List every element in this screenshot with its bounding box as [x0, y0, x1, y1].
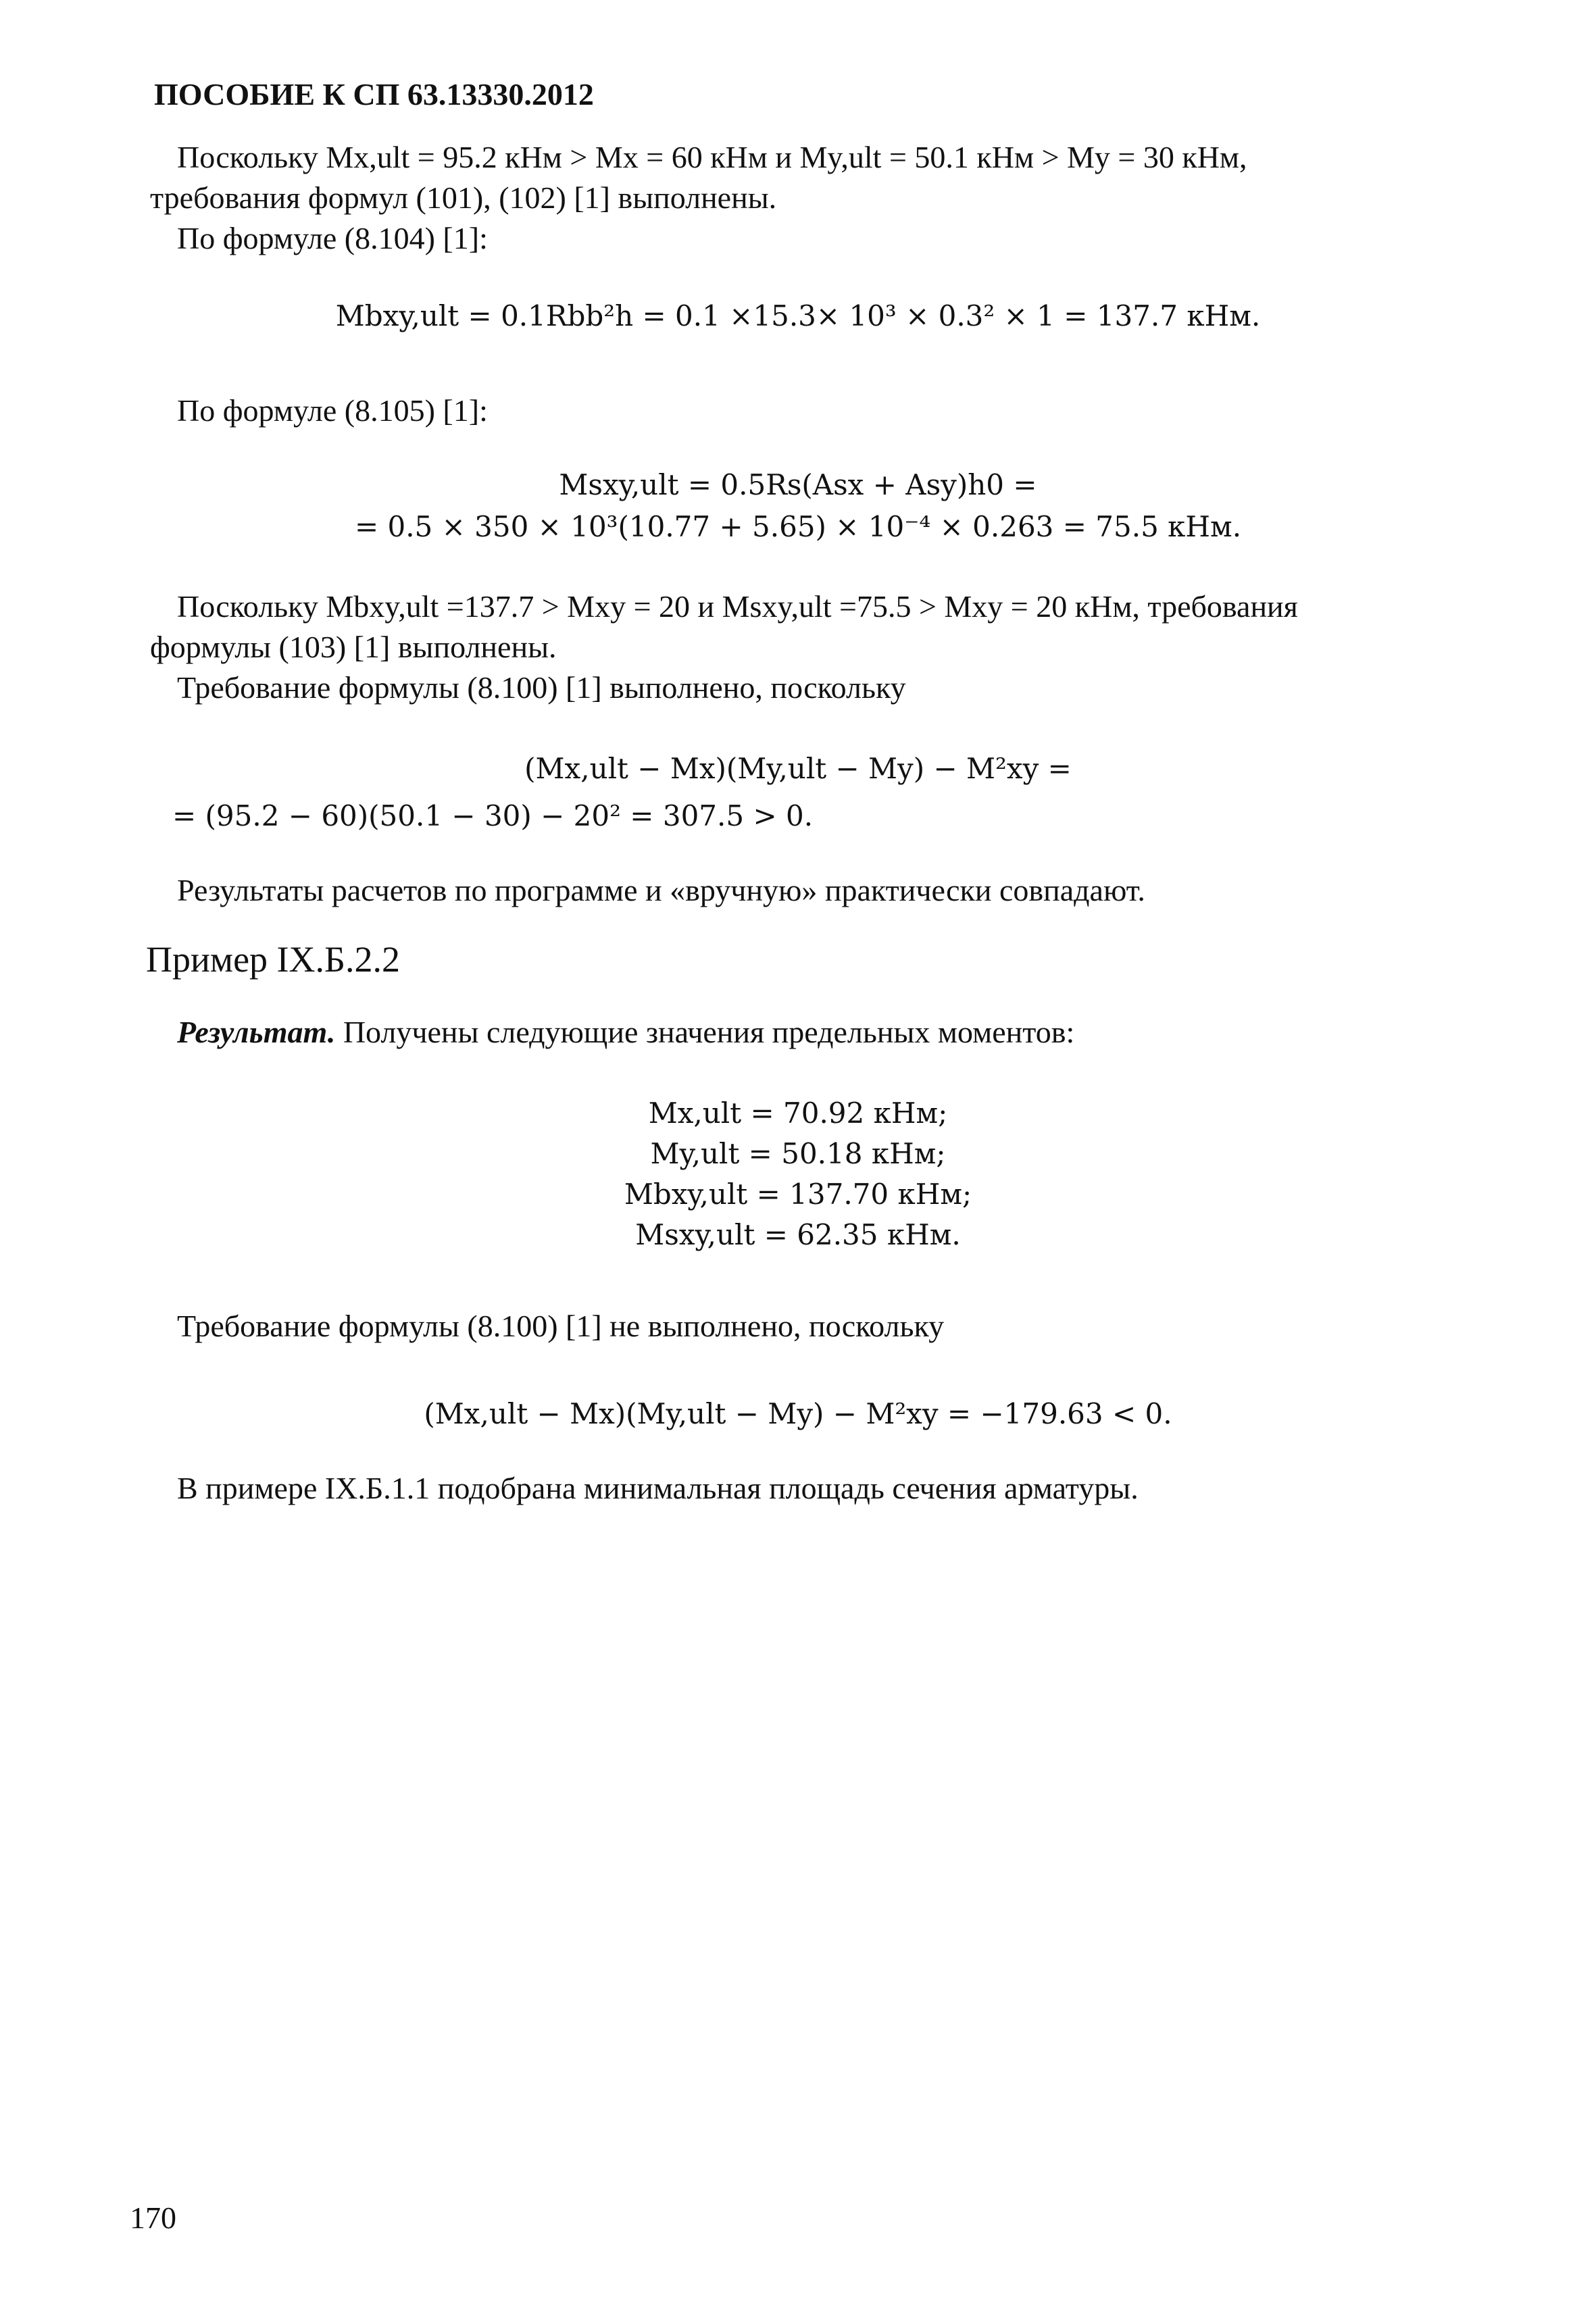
result-text: Получены следующие значения предельных моментов: [335, 1015, 1075, 1049]
formula-check: (Mx,ult − Mx)(My,ult − My) − M²xy = −179.63 < 0. [424, 1397, 1172, 1430]
moment-line: My,ult = 50.18 кНм; [650, 1137, 946, 1170]
paragraph-4-line-2: формулы (103) [1] выполнены. [150, 630, 557, 664]
paragraph-8: В примере IX.Б.1.1 подобрана минимальная площадь сечения арматуры. [177, 1471, 1139, 1505]
formula-8-100-line-1: (Mx,ult − Mx)(My,ult − My) − M²xy = [524, 752, 1072, 785]
formula-8-100-line-2: = (95.2 − 60)(50.1 − 30) − 20² = 307.5 > 0. [172, 799, 814, 832]
result-label: Результат. [177, 1015, 336, 1049]
paragraph-1-line-2: требования формул (101), (102) [1] выполнены. [150, 180, 777, 215]
moment-line: Mbxy,ult = 137.70 кНм; [624, 1178, 972, 1211]
formula-8-105-line-2: = 0.5 × 350 × 10³(10.77 + 5.65) × 10⁻⁴ × 0.263 = 75.5 кНм. [354, 510, 1242, 543]
paragraph-4-line-1: Поскольку Mbxy,ult =137.7 > Mxy = 20 и Msxy,ult =75.5 > Mxy = 20 кНм, требования [177, 589, 1298, 624]
formula-8-104: Mbxy,ult = 0.1Rbb²h = 0.1 ×15.3× 10³ × 0.3² × 1 = 137.7 кНм. [335, 299, 1261, 332]
moment-line: Msxy,ult = 62.35 кНм. [635, 1218, 961, 1251]
paragraph-6: Результаты расчетов по программе и «вручную» практически совпадают. [177, 873, 1145, 907]
paragraph-3: По формуле (8.105) [1]: [177, 393, 488, 428]
result-paragraph [177, 1013, 1074, 1051]
section-heading: Пример IX.Б.2.2 [146, 939, 401, 980]
running-header: ПОСОБИЕ К СП 63.13330.2012 [154, 77, 594, 111]
paragraph-2: По формуле (8.104) [1]: [177, 221, 488, 255]
formula-8-105-line-1: Msxy,ult = 0.5Rs(Asx + Asy)h0 = [559, 468, 1037, 501]
page-number: 170 [130, 2200, 176, 2235]
paragraph-5: Требование формулы (8.100) [1] выполнено, поскольку [177, 670, 906, 705]
paragraph-7: Требование формулы (8.100) [1] не выполнено, поскольку [177, 1309, 945, 1343]
moment-line: Mx,ult = 70.92 кНм; [648, 1097, 948, 1130]
paragraph-1-line-1: Поскольку Mx,ult = 95.2 кНм > Mx = 60 кНм и My,ult = 50.1 кНм > My = 30 кНм, [177, 140, 1247, 174]
